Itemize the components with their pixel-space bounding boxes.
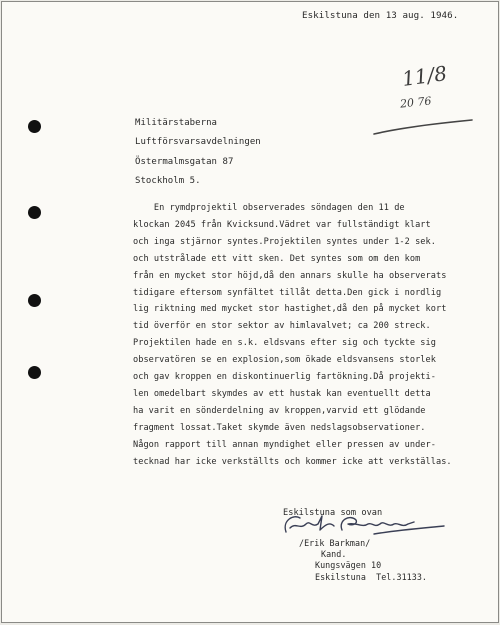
recipient-line: Luftförsvarsavdelningen <box>135 137 261 148</box>
body-line: lig riktning med mycket stor hastighet,då den på mycket kort <box>133 304 447 315</box>
punch-hole <box>28 206 41 219</box>
body-line: tidigare eftersom synfältet tillåt detta.Den gick i nordlig <box>133 287 442 298</box>
dateline: Eskilstuna den 13 aug. 1946. <box>302 10 459 21</box>
recipient-line: Östermalmsgatan 87 <box>135 156 234 167</box>
body-line: från en mycket stor höjd,då den annars skulle ha observerats <box>133 270 447 281</box>
handwritten-note-top: 11/8 <box>400 60 449 92</box>
pen-stroke <box>370 114 476 138</box>
body-line: observatören se en explosion,som ökade eldsvansens storlek <box>133 355 436 366</box>
punch-hole <box>28 366 41 379</box>
body-line: len omedelbart skymdes av ett hustak kan eventuellt detta <box>133 388 431 399</box>
body-line: fragment lossat.Taket skymde även nedslagsobservationer. <box>133 422 426 433</box>
letter-page <box>1 1 499 623</box>
body-line: klockan 2045 från Kvicksund.Vädret var fullständigt klart <box>133 219 431 230</box>
recipient-line: Militärstaberna <box>135 118 218 128</box>
body-line: ha varit en sönderdelning av kroppen,varvid ett glödande <box>133 405 426 416</box>
punch-hole <box>28 294 41 307</box>
signer-city-phone: Eskilstuna Tel.31133. <box>315 571 428 582</box>
body-line: tid överför en stor sektor av himlavalvet; ca 200 streck. <box>133 321 431 332</box>
punch-hole <box>28 120 41 133</box>
letter-body <box>133 200 452 471</box>
handwritten-signature <box>278 510 448 538</box>
recipient-address <box>135 114 261 191</box>
signature-block <box>299 538 427 583</box>
body-line: och gav kroppen en diskontinuerlig fartökning.Då projekti- <box>133 372 436 383</box>
handwritten-note-bottom: 20 76 <box>399 94 433 111</box>
recipient-line: Stockholm 5. <box>135 175 201 186</box>
body-line: och inga stjärnor syntes.Projektilen syntes under 1-2 sek. <box>133 236 436 247</box>
closing-line: Eskilstuna som ovan <box>283 508 383 518</box>
body-line: tecknad har icke verkställts och kommer icke att verkställas. <box>133 456 452 467</box>
signer-name: /Erik Barkman/ <box>299 538 371 548</box>
signer-title: Kand. <box>321 549 347 560</box>
body-line: och utstrålade ett vitt sken. Det syntes som om den kom <box>133 253 421 264</box>
body-line: Projektilen hade en s.k. eldsvans efter sig och tyckte sig <box>133 338 436 349</box>
body-line: Någon rapport till annan myndighet eller pressen av under- <box>133 439 436 450</box>
body-line: En rymdprojektil observerades söndagen den 11 de <box>133 203 405 213</box>
signer-street: Kungsvägen 10 <box>315 560 382 571</box>
